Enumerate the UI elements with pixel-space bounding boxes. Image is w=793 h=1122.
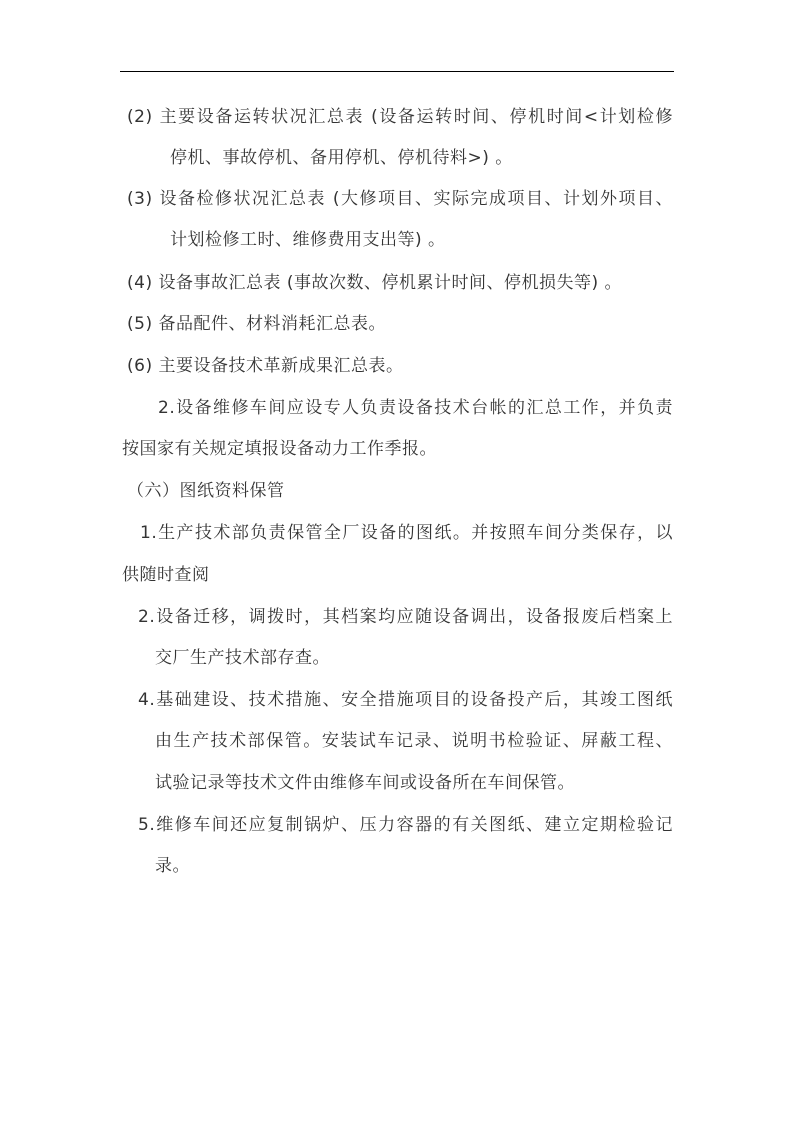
item-4-cont-1: 由生产技术部保管。安装试车记录、说明书检验证、屏蔽工程、 xyxy=(155,731,673,751)
item-1-cont: 供随时查阅 xyxy=(122,565,210,585)
paragraph-2-cont: 按国家有关规定填报设备动力工作季报。 xyxy=(122,439,437,459)
list-item-3: (3) 设备检修状况汇总表 (大修项目、实际完成项目、计划外项目、 xyxy=(127,189,673,209)
item-2: 2.设备迁移，调拨时，其档案均应随设备调出，设备报废后档案上 xyxy=(138,607,673,627)
item-5: 5.维修车间还应复制锅炉、压力容器的有关图纸、建立定期检验记 xyxy=(138,815,673,835)
list-item-2: (2) 主要设备运转状况汇总表 (设备运转时间、停机时间<计划检修 xyxy=(127,107,673,127)
item-4: 4.基础建设、技术措施、安全措施项目的设备投产后，其竣工图纸 xyxy=(138,690,673,710)
paragraph-2: 2.设备维修车间应设专人负责设备技术台帐的汇总工作，并负责 xyxy=(158,398,673,418)
list-item-3-cont: 计划检修工时、维修费用支出等) 。 xyxy=(170,230,446,250)
item-5-cont: 录。 xyxy=(155,856,190,876)
section-heading: （六）图纸资料保管 xyxy=(127,481,285,501)
item-4-cont-2: 试验记录等技术文件由维修车间或设备所在车间保管。 xyxy=(155,773,575,793)
list-item-6: (6) 主要设备技术革新成果汇总表。 xyxy=(127,356,404,376)
list-item-4: (4) 设备事故汇总表 (事故次数、停机累计时间、停机损失等) 。 xyxy=(127,273,623,293)
item-2-cont: 交厂生产技术部存查。 xyxy=(155,648,330,668)
item-1: 1.生产技术部负责保管全厂设备的图纸。并按照车间分类保存，以 xyxy=(140,523,673,543)
header-rule xyxy=(120,71,674,72)
list-item-2-cont: 停机、事故停机、备用停机、停机待料>) 。 xyxy=(170,148,513,168)
list-item-5: (5) 备品配件、材料消耗汇总表。 xyxy=(127,314,386,334)
